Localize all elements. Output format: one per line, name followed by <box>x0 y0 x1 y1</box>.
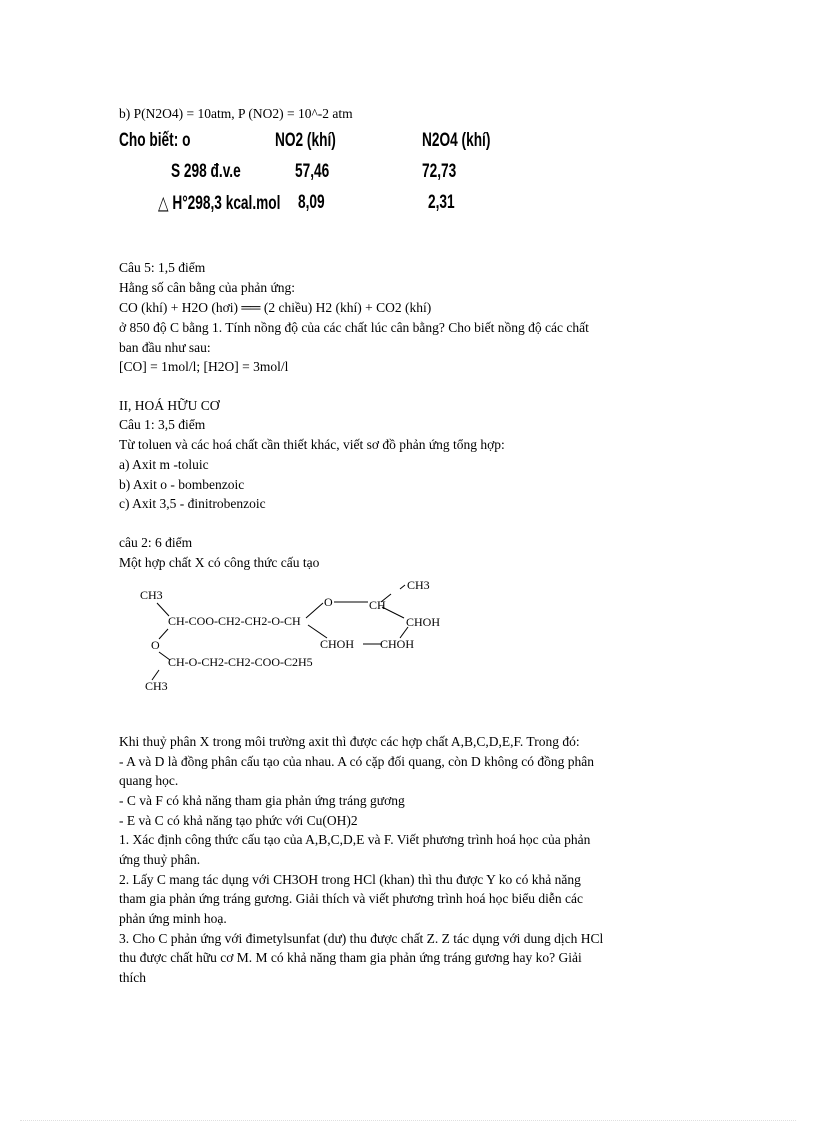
table-row-entropy-label: S 298 đ.v.e <box>171 161 241 182</box>
text-line: câu 2: 6 điểm <box>119 535 193 550</box>
formula-label: CH-COO-CH2-CH2-O-CH <box>168 614 301 628</box>
formula-label: CH-O-CH2-CH2-COO-C2H5 <box>168 655 313 669</box>
text-line: Hằng số cân bằng của phản ứng: <box>119 280 296 295</box>
text-line: thích <box>119 970 146 985</box>
structural-formula-diagram <box>130 575 470 695</box>
text-line: 1. Xác định công thức cấu tạo của A,B,C,D,E và F. Viết phương trình hoá học của phản <box>119 832 591 847</box>
text-line: - E và C có khả năng tạo phức với Cu(OH)2 <box>119 813 358 828</box>
table-row-enthalpy-no2: 8,09 <box>298 192 325 213</box>
text-line: Khi thuỷ phân X trong môi trường axit thì được các hợp chất A,B,C,D,E,F. Trong đó: <box>119 734 580 749</box>
text-line: quang học. <box>119 773 179 788</box>
text-line: a) Axit m -toluic <box>119 457 209 472</box>
text-line: CO (khí) + H2O (hơi) ══ (2 chiều) H2 (khí) + CO2 (khí) <box>119 300 432 315</box>
text-line: [CO] = 1mol/l; [H2O] = 3mol/l <box>119 359 289 374</box>
text-line: ứng thuỷ phân. <box>119 852 201 867</box>
formula-label: CHOH <box>406 615 441 629</box>
text-line: ở 850 độ C bằng 1. Tính nồng độ của các chất lúc cân bằng? Cho biết nồng độ các chất <box>119 320 589 335</box>
text-line: tham gia phản ứng tráng gương. Giải thích và viết phương trình hoá học biểu diễn các <box>119 891 583 906</box>
section-heading: II, HOÁ HỮU CƠ <box>119 398 220 413</box>
formula-label: O <box>151 638 160 652</box>
text-line: 2. Lấy C mang tác dụng với CH3OH trong HCl (khan) thì thu được Y ko có khả năng <box>119 872 581 887</box>
table-header-n2o4: N2O4 (khí) <box>422 130 491 151</box>
text-line: Câu 5: 1,5 điểm <box>119 260 206 275</box>
text-line: ban đầu như sau: <box>119 340 211 355</box>
text-line: Câu 1: 3,5 điểm <box>119 417 206 432</box>
formula-label: CHOH <box>380 637 415 651</box>
text-line: b) P(N2O4) = 10atm, P (NO2) = 10^-2 atm <box>119 106 353 121</box>
text-line: phản ứng minh hoạ. <box>119 911 227 926</box>
text-line: thu được chất hữu cơ M. M có khả năng tham gia phản ứng tráng gương hay ko? Giải <box>119 950 582 965</box>
table-header-no2: NO2 (khí) <box>275 130 336 151</box>
text-line: Một hợp chất X có công thức cấu tạo <box>119 555 320 570</box>
text-line: - C và F có khả năng tham gia phản ứng tráng gương <box>119 793 405 808</box>
formula-label: O <box>324 595 333 609</box>
text-line: - A và D là đồng phân cấu tạo của nhau. A có cặp đối quang, còn D không có đồng phân <box>119 754 595 769</box>
formula-label: CH3 <box>140 588 163 602</box>
table-row-enthalpy-label: △ H°298,3 kcal.mol <box>158 193 281 214</box>
formula-label: CHOH <box>320 637 355 651</box>
table-row-entropy-n2o4: 72,73 <box>422 161 457 182</box>
text-line: 3. Cho C phản ứng với đimetylsunfat (dư) thu được chất Z. Z tác dụng với dung dịch HCl <box>119 931 604 946</box>
page-bottom-border <box>20 1120 796 1122</box>
table-row-enthalpy-n2o4: 2,31 <box>428 192 455 213</box>
text-line: c) Axit 3,5 - đinitrobenzoic <box>119 496 266 511</box>
formula-label: CH <box>369 598 386 612</box>
table-header-given: Cho biết: o <box>119 130 191 151</box>
formula-label: CH3 <box>145 679 168 693</box>
table-row-entropy-no2: 57,46 <box>295 161 330 182</box>
text-line: b) Axit o - bombenzoic <box>119 477 245 492</box>
formula-label: CH3 <box>407 578 430 592</box>
text-line: Từ toluen và các hoá chất cần thiết khác, viết sơ đồ phản ứng tổng hợp: <box>119 437 505 452</box>
